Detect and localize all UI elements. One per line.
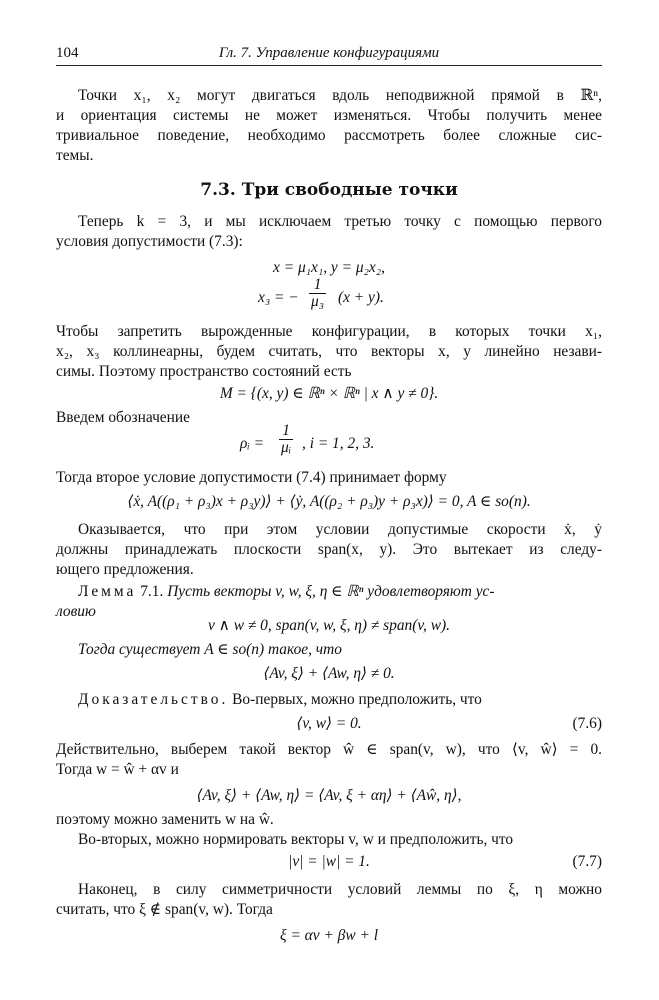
equation-number: (7.6) [572, 715, 602, 732]
equation-lhs: x₃ = − [258, 289, 299, 306]
equation: ⟨v, w⟩ = 0. [296, 715, 362, 732]
paragraph-line: тривиальное поведение, необходимо рассмотреть более сложные сис- [56, 127, 602, 144]
lemma-number: 7.1. [140, 583, 164, 600]
paragraph-line: Во-вторых, можно нормировать векторы v, w и предположить, что [78, 831, 514, 848]
paragraph-line: Точки x₁, x₂ могут двигаться вдоль неподвижной прямой в ℝⁿ, [78, 87, 602, 104]
running-title: Гл. 7. Управление конфигурациями [218, 45, 440, 61]
lemma-statement-cont: ловию [56, 603, 96, 620]
fraction-numerator: 1 [279, 423, 293, 440]
equation: ⟨ẋ, A((ρ₁ + ρ₃)x + ρ₃y)⟩ + ⟨ẏ, A((ρ₂ + ρ₃)y + ρ₃x)⟩ = 0, A ∈ so(n). [127, 493, 531, 510]
paragraph-line: Чтобы запретить вырожденные конфигурации, в которых точки x₁, [56, 323, 602, 340]
page-header [56, 45, 602, 66]
paragraph-line: должны принадлежать плоскости span(x, y). Это вытекает из следу- [56, 541, 602, 558]
equation: ξ = αv + βw + l [280, 927, 378, 944]
lemma-conclusion: Тогда существует A ∈ so(n) такое, что [78, 641, 342, 658]
paragraph-line: условия допустимости (7.3): [56, 233, 243, 250]
equation-number: (7.7) [572, 853, 602, 870]
fraction-denominator: μᵢ [281, 439, 292, 456]
fraction-numerator: 1 [309, 277, 326, 294]
proof-line [78, 690, 482, 710]
equation-rhs: (x + y). [338, 289, 384, 306]
paragraph-line: симы. Поэтому пространство состояний есть [56, 363, 352, 380]
lemma-heading [78, 582, 495, 602]
paragraph-line: и ориентация системы не может изменяться. Чтобы получить менее [56, 107, 602, 124]
equation: x = μ₁x₁, y = μ₂x₂, [273, 259, 385, 276]
paragraph-line: темы. [56, 147, 94, 164]
proof-label: Доказательство. [78, 691, 229, 708]
paragraph-line: ющего предложения. [56, 561, 194, 578]
paragraph-line: Теперь k = 3, и мы исключаем третью точку с помощью первого [78, 213, 602, 230]
paragraph-line: x₂, x₃ коллинеарны, будем считать, что векторы x, y линейно незави- [56, 343, 602, 360]
paragraph-line: Тогда w = ŵ + αv и [56, 761, 179, 778]
equation-lhs: ρᵢ = [240, 435, 265, 452]
fraction-denominator: μ₃ [311, 293, 325, 310]
equation: ⟨Av, ξ⟩ + ⟨Aw, η⟩ = ⟨Av, ξ + αη⟩ + ⟨Aŵ, η⟩, [196, 787, 462, 804]
paragraph-line: считать, что ξ ∉ span(v, w). Тогда [56, 901, 273, 918]
paragraph-line: поэтому можно заменить w на ŵ. [56, 811, 274, 828]
paragraph-line: Тогда второе условие допустимости (7.4) принимает форму [56, 469, 447, 486]
page-number: 104 [56, 45, 79, 61]
fraction [279, 423, 293, 456]
lemma-label: Лемма [78, 583, 137, 600]
lemma-statement: Пусть векторы v, w, ξ, η ∈ ℝⁿ удовлетворяют ус- [167, 583, 495, 600]
equation-rhs: , i = 1, 2, 3. [302, 435, 375, 452]
section-title: 7.3. Три свободные точки [200, 180, 458, 200]
proof-text: Во-первых, можно предположить, что [232, 691, 482, 708]
equation: ⟨Av, ξ⟩ + ⟨Aw, η⟩ ≠ 0. [263, 665, 395, 682]
equation: M = {(x, y) ∈ ℝⁿ × ℝⁿ | x ∧ y ≠ 0}. [219, 385, 439, 402]
paragraph-line: Введем обозначение [56, 409, 190, 426]
paragraph-line: Действительно, выберем такой вектор ŵ ∈ span(v, w), что ⟨v, ŵ⟩ = 0. [56, 741, 602, 758]
equation: v ∧ w ≠ 0, span(v, w, ξ, η) ≠ span(v, w). [207, 617, 450, 634]
paragraph-line: Наконец, в силу симметричности условий леммы по ξ, η можно [78, 881, 602, 898]
paragraph-line: Оказывается, что при этом условии допустимые скорости ẋ, ẏ [78, 521, 602, 538]
equation: |v| = |w| = 1. [288, 853, 370, 870]
fraction [309, 277, 326, 310]
